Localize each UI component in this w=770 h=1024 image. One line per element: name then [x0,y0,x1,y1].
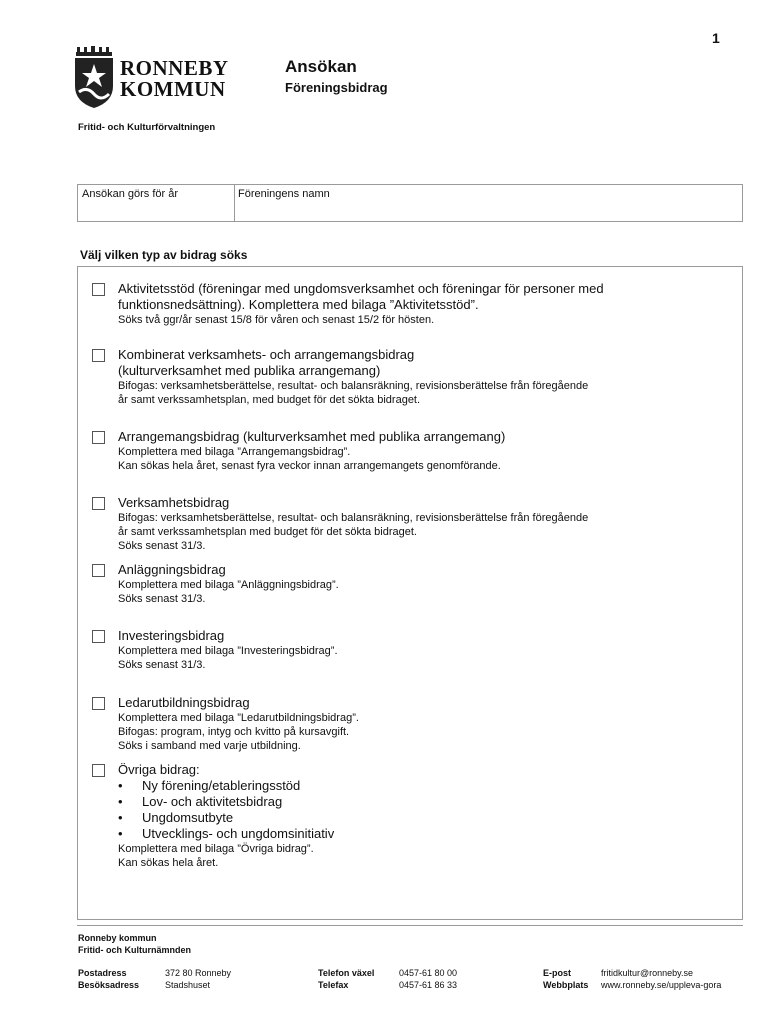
footer-address-values [165,967,231,991]
option-title: funktionsnedsättning). Komplettera med bilaga ”Aktivitetsstöd”. [118,297,479,312]
option-detail: år samt verkssamhetsplan, med budget för det sökta bidraget. [118,394,421,406]
section-heading: Välj vilken typ av bidrag söks [80,248,248,262]
option-detail: Komplettera med bilaga ”Övriga bidrag”. [118,843,314,855]
footer-org-line1: Ronneby kommun [78,933,157,943]
visit-address-label: Besöksadress [78,980,140,990]
email-label: E-post [543,968,571,978]
option-checkbox[interactable] [92,349,105,362]
option-title: Verksamhetsbidrag [118,495,230,510]
option-checkbox[interactable] [92,564,105,577]
option-detail: Komplettera med bilaga ”Ledarutbildningsbidrag”. [118,712,359,724]
bullet-icon: • [118,810,123,825]
bullet-item [118,794,698,810]
option-detail: Söks senast 31/3. [118,659,206,671]
visit-address-value: Stadshuset [165,980,211,990]
bullet-icon: • [118,794,123,809]
bullet-text: Utvecklings- och ungdomsinitiativ [142,826,335,841]
page-title: Ansökan [285,57,357,76]
option-detail: år samt verkssamhetsplan med budget för det sökta bidraget. [118,526,417,538]
option-title: Arrangemangsbidrag (kulturverksamhet med publika arrangemang) [118,429,506,444]
footer-contact-values [601,967,721,991]
association-name-field-label: Föreningens namn [238,188,330,200]
org-name-line1: RONNEBY [120,56,229,80]
bullet-text: Ny förening/etableringsstöd [142,778,301,793]
fax-label: Telefax [318,980,349,990]
bullet-text: Lov- och aktivitetsbidrag [142,794,283,809]
option-detail: Kan sökas hela året, senast fyra veckor innan arrangemangets genomförande. [118,460,501,472]
option-detail: Bifogas: verksamhetsberättelse, resultat- och balansräkning, revisionsberättelse från föregående [118,380,589,392]
page-subtitle: Föreningsbidrag [285,80,388,95]
option-detail: Komplettera med bilaga ”Arrangemangsbidrag”. [118,446,351,458]
option-detail: Söks senast 31/3. [118,593,206,605]
email-link[interactable]: fritidkultur@ronneby.se [601,968,694,978]
postal-address-value: 372 80 Ronneby [165,968,232,978]
option-detail: Söks i samband med varje utbildning. [118,740,301,752]
department-name: Fritid- och Kulturförvaltningen [78,122,216,133]
bullet-item [118,826,698,842]
bullet-icon: • [118,826,123,841]
option-title: Ledarutbildningsbidrag [118,695,250,710]
footer-org [78,932,191,956]
option-checkbox[interactable] [92,431,105,444]
website-label: Webbplats [543,980,589,990]
bullet-item [118,810,698,826]
org-name-line2: KOMMUN [120,77,226,101]
option-title: Anläggningsbidrag [118,562,226,577]
footer-phone-labels [318,967,374,991]
page-number: 1 [712,30,720,46]
bullet-icon: • [118,778,123,793]
phone-value: 0457-61 80 00 [399,968,458,978]
option-detail: Bifogas: program, intyg och kvitto på kursavgift. [118,726,350,738]
phone-label: Telefon växel [318,968,375,978]
footer-divider [77,925,743,926]
footer-phone-values [399,967,457,991]
option-title: Övriga bidrag: [118,762,200,777]
option-checkbox[interactable] [92,283,105,296]
option-checkbox[interactable] [92,764,105,777]
option-detail: Söks senast 31/3. [118,540,206,552]
option-checkbox[interactable] [92,630,105,643]
option-title: Kombinerat verksamhets- och arrangemangsbidrag [118,347,415,362]
postal-address-label: Postadress [78,968,127,978]
bullet-item [118,778,698,794]
logo-text [120,58,229,100]
footer-address-labels [78,967,139,991]
option-detail: Kan sökas hela året. [118,857,219,869]
footer-org-line2: Fritid- och Kulturnämnden [78,945,191,955]
option-checkbox[interactable] [92,697,105,710]
option-detail: Komplettera med bilaga ”Investeringsbidrag”. [118,645,338,657]
website-link[interactable]: www.ronneby.se/uppleva-gora [601,980,722,990]
year-field-label: Ansökan görs för år [82,188,178,200]
footer-contact-labels [543,967,588,991]
field-divider [234,185,235,221]
option-detail: Komplettera med bilaga ”Anläggningsbidrag”. [118,579,339,591]
applicant-fields [77,184,743,222]
bullet-text: Ungdomsutbyte [142,810,234,825]
option-checkbox[interactable] [92,497,105,510]
option-detail: Söks två ggr/år senast 15/8 för våren och senast 15/2 för hösten. [118,314,435,326]
fax-value: 0457-61 86 33 [399,980,458,990]
option-title: Aktivitetsstöd (föreningar med ungdomsverksamhet och föreningar för personer med [118,281,604,296]
option-detail: Bifogas: verksamhetsberättelse, resultat- och balansräkning, revisionsberättelse från föregående [118,512,589,524]
option-title: (kulturverksamhet med publika arrangemang) [118,363,381,378]
option-title: Investeringsbidrag [118,628,225,643]
